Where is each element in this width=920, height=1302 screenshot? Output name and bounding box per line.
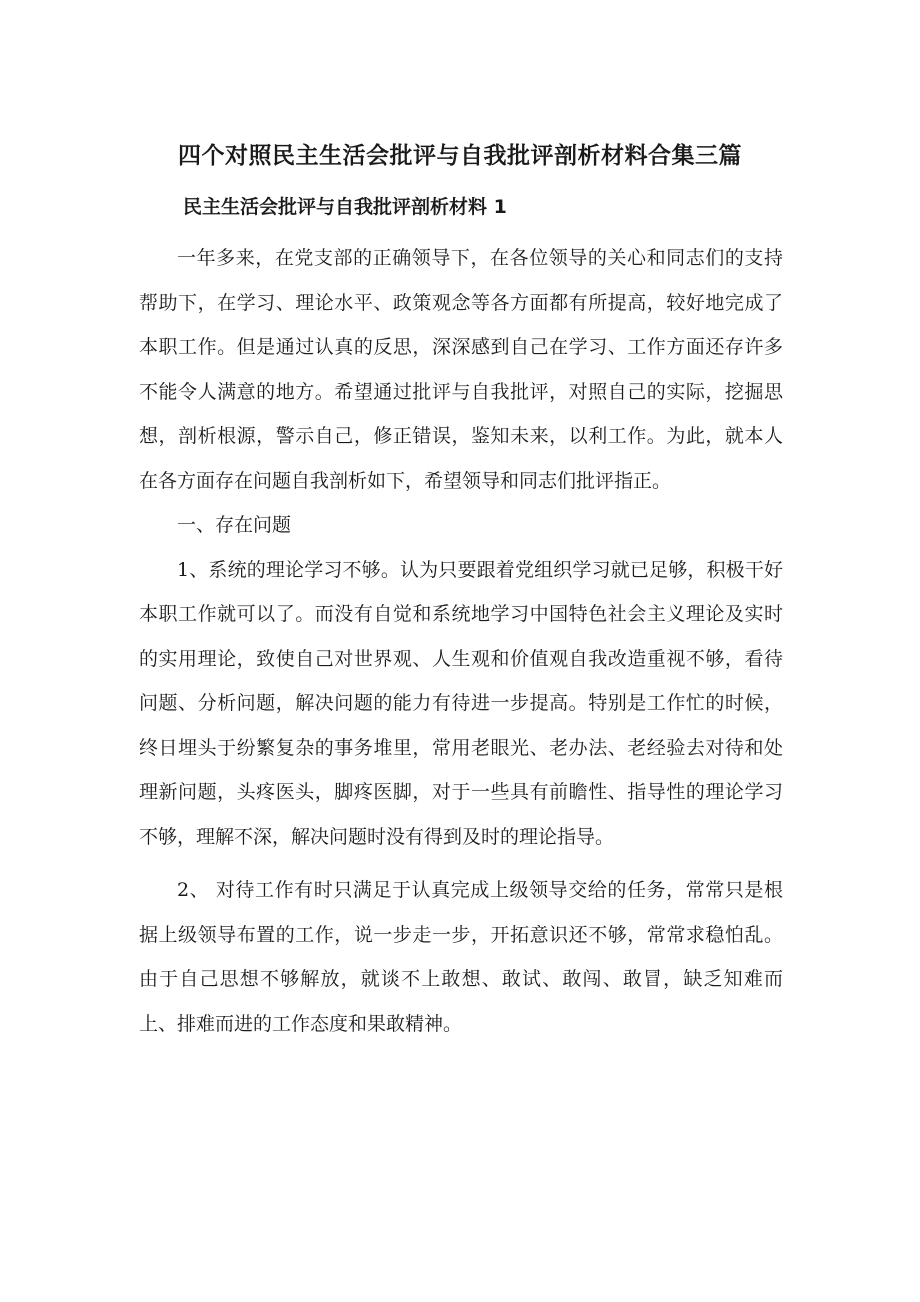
paragraph-intro: 一年多来，在党支部的正确领导下，在各位领导的关心和同志们的支持帮助下，在学习、理论水平、政策观念等各方面都有所提高，较好地完成了本职工作。但是通过认真的反思，深深感到自己在学习、工作方面还存许多不能令人满意的地方。希望通过批评与自我批评，对照自己的实际，挖掘思想，剖析根源，警示自己，修正错误，鉴知未来，以利工作。为此，就本人在各方面存在问题自我剖析如下，希望领导和同志们批评指正。 [139,247,783,492]
paragraph-problem-1: 1、系统的理论学习不够。认为只要跟着党组织学习就已足够，积极干好本职工作就可以了。而没有自觉和系统地学习中国特色社会主义理论及实时的实用理论，致使自己对世界观、人生观和价值观自我改造重视不够，看待问题、分析问题，解决问题的能力有待进一步提高。特别是工作忙的时候，终日埋头于纷繁复杂的事务堆里，常用老眼光、老办法、老经验去对待和处理新问题，头疼医头，脚疼医脚，对于一些具有前瞻性、指导性的理论学习不够，理解不深，解决问题时没有得到及时的理论指导。 [139,558,783,848]
paragraph-problem-2: 2、 对待工作有时只满足于认真完成上级领导交给的任务，常常只是根据上级领导布置的工作，说一步走一步，开拓意识还不够，常常求稳怕乱。由于自己思想不够解放，就谈不上敢想、敢试、敢闯、敢冒，缺乏知难而上、排难而进的工作态度和果敢精神。 [139,879,783,1035]
document-body [139,236,783,1046]
section-heading: 民主生活会批评与自我批评剖析材料 1 [183,196,507,218]
document-title: 四个对照民主生活会批评与自我批评剖析材料合集三篇 [178,143,742,169]
paragraph-heading-problems: 一、存在问题 [177,514,292,536]
